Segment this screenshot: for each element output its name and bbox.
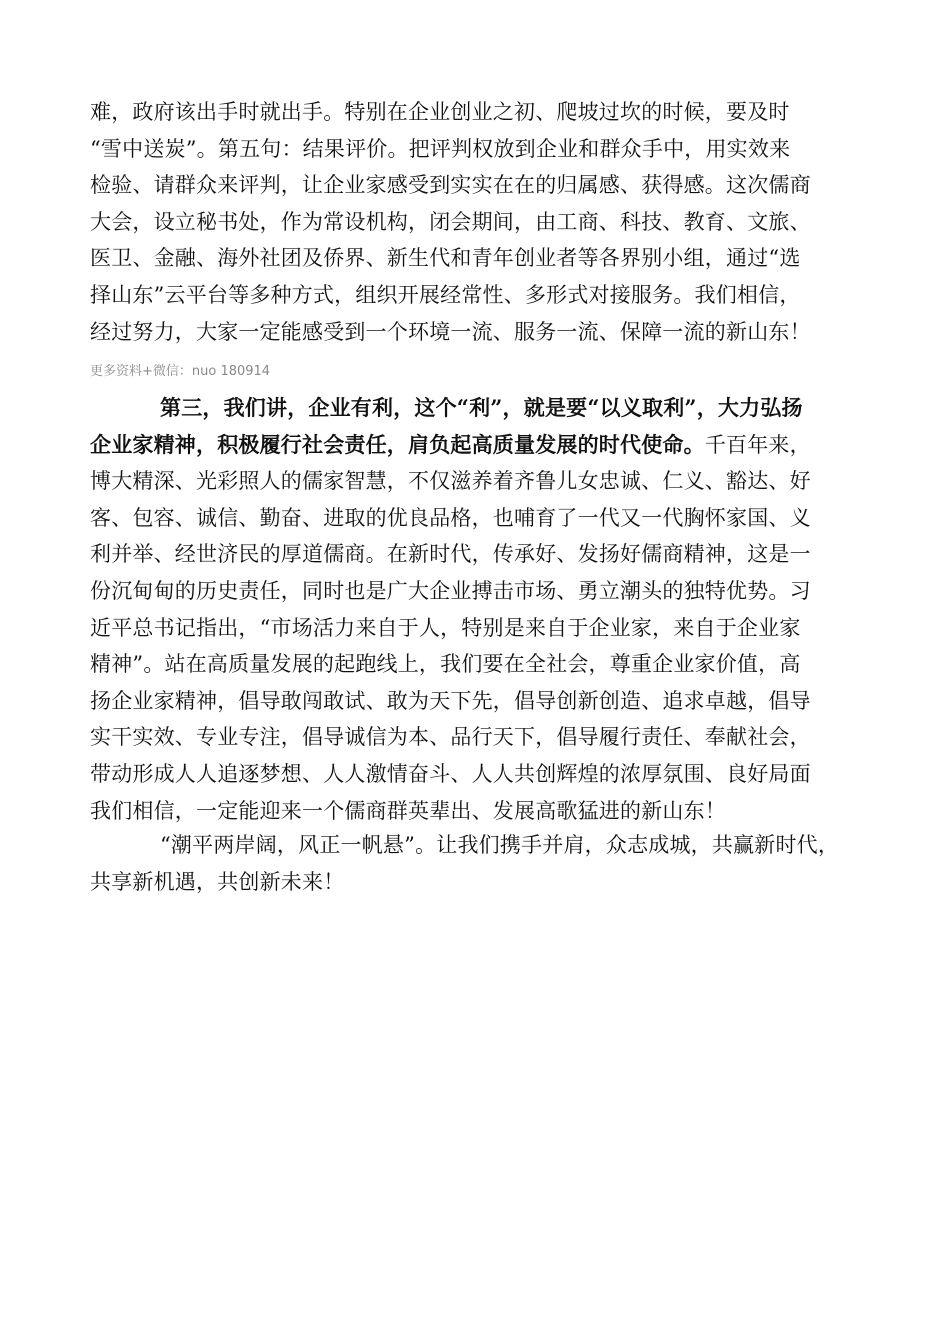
paragraph-heading-continuation: 企业家精神，积极履行社会责任，肩负起高质量发展的时代使命。 [90, 431, 705, 457]
paragraph-line: 精神”。站在高质量发展的起跑线上，我们要在全社会，尊重企业家价值，高 [90, 652, 801, 677]
paragraph-line: 利并举、经世济民的厚道儒商。在新时代，传承好、发扬好儒商精神，这是一 [90, 542, 811, 567]
paragraph-line: 扬企业家精神，倡导敢闯敢试、敢为天下先，倡导创新创造、追求卓越，倡导 [90, 688, 811, 713]
paragraph-line: 医卫、金融、海外社团及侨界、新生代和青年创业者等各界别小组，通过“选 [90, 246, 801, 271]
paragraph-line: 实干实效、专业专注，倡导诚信为本、品行天下，倡导履行责任、奉献社会， [90, 725, 811, 750]
paragraph-line: 博大精深、光彩照人的儒家智慧，不仅滋养着齐鲁儿女忠诚、仁义、豁达、好 [90, 469, 811, 494]
paragraph-line: 大会，设立秘书处，作为常设机构，闭会期间，由工商、科技、教育、文旅、 [90, 209, 811, 234]
paragraph-line: “潮平两岸阔，风正一帆悬”。让我们携手并肩，众志成城，共赢新时代， [160, 833, 840, 857]
watermark-note: 更多资料+微信：nuo 180914 [90, 364, 271, 379]
paragraph-line: 带动形成人人追逐梦想、人人激情奋斗、人人共创辉煌的浓厚氛围、良好局面 [90, 761, 811, 786]
paragraph-line: 客、包容、诚信、勤奋、进取的优良品格，也哺育了一代又一代胸怀家国、义 [90, 505, 811, 530]
paragraph-line: 择山东”云平台等多种方式，组织开展经常性、多形式对接服务。我们相信， [90, 282, 801, 307]
paragraph-1 [90, 94, 870, 350]
paragraph-line: 我们相信，一定能迎来一个儒商群英辈出、发展高歌猛进的新山东！ [90, 798, 726, 823]
paragraph-heading-line: 第三，我们讲，企业有利，这个“利”，就是要“以义取利”，大力弘扬 [160, 395, 803, 420]
paragraph-line: “雪中送炭”。第五句：结果评价。把评判权放到企业和群众手中，用实效来 [90, 136, 791, 161]
paragraph-line: 经过努力，大家一定能感受到一个环境一流、服务一流、保障一流的新山东！ [90, 319, 811, 344]
paragraph-line-rest: 千百年来， [704, 432, 811, 457]
paragraph-line [90, 427, 870, 464]
paragraph-line: 检验、请群众来评判，让企业家感受到实实在在的归属感、获得感。这次儒商 [90, 173, 811, 198]
paragraph-2 [90, 390, 870, 829]
paragraph-3 [90, 827, 870, 900]
paragraph-line: 份沉甸甸的历史责任，同时也是广大企业搏击市场、勇立潮头的独特优势。习 [90, 578, 811, 603]
paragraph-line: 近平总书记指出，“市场活力来自于人，特别是来自于企业家，来自于企业家 [90, 615, 801, 640]
paragraph-line: 共享新机遇，共创新未来！ [90, 869, 345, 894]
paragraph-line: 难，政府该出手时就出手。特别在企业创业之初、爬坡过坎的时候，要及时 [90, 100, 790, 124]
